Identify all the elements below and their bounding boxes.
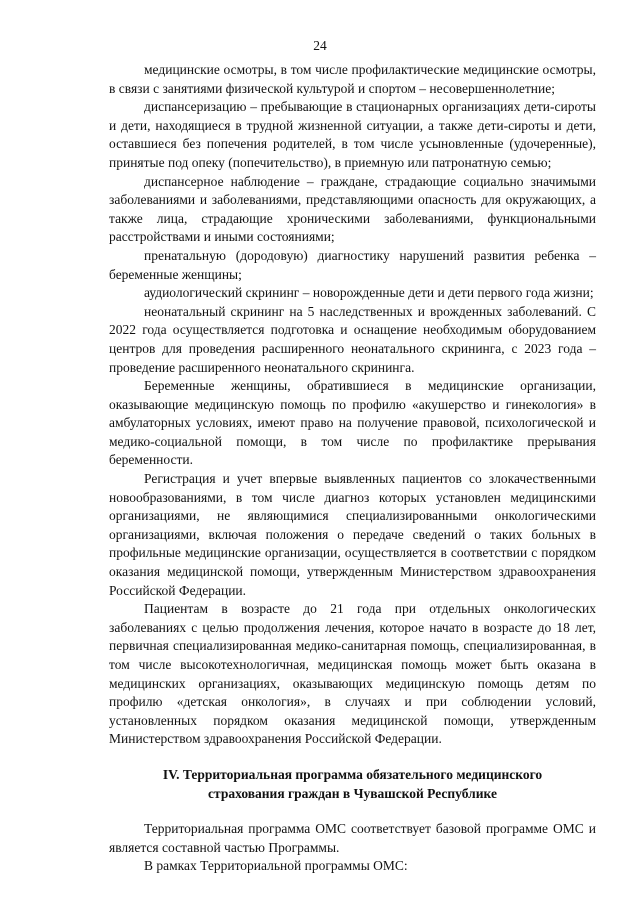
paragraph-medical-exams: медицинские осмотры, в том числе профилактические медицинские осмотры, в связи с занятиями физической культурой и спортом – несовершеннолетние; <box>109 62 596 96</box>
section-heading-line-1: IV. Территориальная программа обязательного медицинского <box>162 766 543 782</box>
paragraph-dispensary-observation: диспансерное наблюдение – граждане, страдающие социально значимыми заболеваниями и заболеваниями, представляющими опасность для окружающих, а также лица, страдающие хроническими заболеваниями, функциональными расстройствами и иными состояниями; <box>109 173 596 245</box>
paragraph-within-program: В рамках Территориальной программы ОМС: <box>144 858 408 874</box>
paragraph-pediatric-oncology: Пациентам в возрасте до 21 года при отдельных онкологических заболеваниях с целью продолжения лечения, которое начато в возрасте до 18 лет, первичная специализированная медико-санитарная помощь, специализированная, в том числе высокотехнологичная, медицинская помощь может быть оказана в медицинских организациях, оказывающих медицинскую помощь детям по профилю «детская онкология», в случаях и при соблюдении условий, установленных порядком оказания медицинской помощи, утвержденным Министерством здравоохранения Российской Федерации. <box>109 601 596 747</box>
paragraph-oncology-registration: Регистрация и учет впервые выявленных пациентов со злокачественными новообразованиями, в том числе диагноз которых установлен медицинскими организациями, не являющимися специализированными онкологическими организациями, включая положения о передаче сведений о таких больных в профильные медицинские организации, осуществляется в соответствии с порядком оказания медицинской помощи, утвержденным Министерством здравоохранения Российской Федерации. <box>109 471 596 598</box>
section-heading-line-2: страхования граждан в Чувашской Республике <box>208 785 497 801</box>
paragraph-territorial-program: Территориальная программа ОМС соответствует базовой программе ОМС и является составной частью Программы. <box>109 821 596 855</box>
paragraph-prenatal-diagnostics: пренатальную (дородовую) диагностику нарушений развития ребенка – беременные женщины; <box>109 247 596 282</box>
paragraph-dispanserization: диспансеризацию – пребывающие в стационарных организациях дети-сироты и дети, находящиеся в трудной жизненной ситуации, а также дети-сироты и дети, оставшиеся без попечения родителей, в том числе усыновленные (удочеренные), принятые под опеку (попечительство), в приемную или патронатную семью; <box>109 99 596 170</box>
section-heading <box>109 766 596 803</box>
paragraph-neonatal-screening: неонатальный скрининг на 5 наследственных и врожденных заболеваний. С 2022 года осуществляется подготовка и оснащение необходимым оборудованием центров для проведения расширенного неонатального скрининга, с 2023 года – проведение расширенного неонатального скрининга. <box>109 303 596 375</box>
document-body <box>109 61 596 876</box>
page-number: 24 <box>313 38 327 53</box>
paragraph-pregnant-women: Беременные женщины, обратившиеся в медицинские организации, оказывающие медицинскую помощь по профилю «акушерство и гинекология» в амбулаторных условиях, имеют право на получение правовой, психологической и медико-социальной помощи, в том числе по профилактике прерывания беременности. <box>109 378 596 468</box>
paragraph-audiological-screening: аудиологический скрининг – новорожденные дети и дети первого года жизни; <box>144 285 594 301</box>
